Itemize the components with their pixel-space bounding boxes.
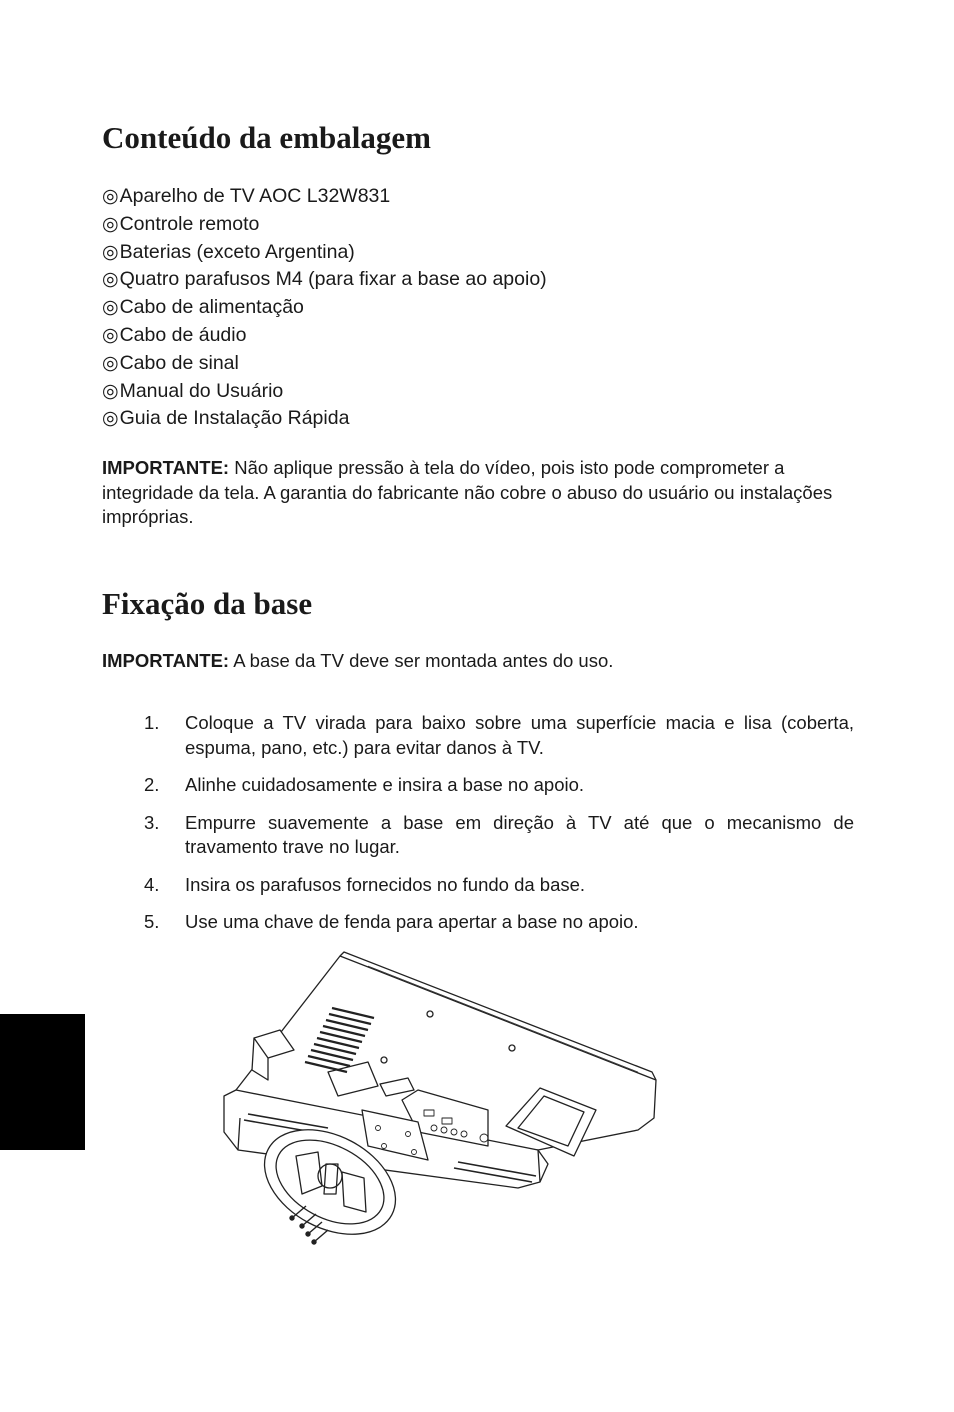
bullet-icon: ◎: [102, 186, 119, 207]
tv-base-mounting-illustration: [218, 950, 658, 1270]
list-item: ◎Cabo de áudio: [102, 323, 247, 346]
step-item: [144, 773, 854, 798]
bullet-icon: ◎: [102, 408, 119, 430]
step-item: [144, 711, 854, 760]
bullet-icon: ◎: [102, 269, 119, 291]
step-item: [144, 811, 854, 860]
step-number: 5.: [144, 911, 160, 932]
list-item: ◎Cabo de alimentação: [102, 296, 304, 319]
step-item: [144, 910, 854, 935]
step-number: 2.: [144, 774, 160, 795]
step-text: Insira os parafusos fornecidos no fundo da base.: [185, 873, 586, 895]
step-text: Alinhe cuidadosamente e insira a base no apoio.: [185, 774, 585, 795]
step-number: 4.: [144, 873, 160, 895]
step-text: Use uma chave de fenda para apertar a base no apoio.: [185, 911, 639, 932]
list-item: ◎Guia de Instalação Rápida: [102, 407, 350, 430]
note-label: IMPORTANTE:: [102, 650, 230, 671]
note-text: Não aplique pressão à tela do vídeo, pois isto pode comprometer a integridade da tela. A garantia do fabricante não cobre o abuso do usuário ou instalações impróprias.: [102, 457, 833, 527]
list-item: ◎Controle remoto: [102, 212, 260, 235]
important-note-base: [102, 649, 854, 674]
package-contents-list: [102, 183, 547, 433]
step-number: 3.: [144, 811, 160, 833]
important-note-screen: [102, 456, 854, 530]
side-tab-marker: [0, 1014, 85, 1150]
note-label: IMPORTANTE:: [102, 457, 230, 478]
list-item: ◎Cabo de sinal: [102, 351, 239, 374]
step-text: Empurre suavemente a base em direção à TV até que o mecanismo de travamento trave no lugar.: [185, 811, 854, 857]
step-text: Coloque a TV virada para baixo sobre uma superfície macia e lisa (coberta, espuma, pano, etc.) para evitar danos à TV.: [185, 712, 854, 758]
bullet-icon: ◎: [102, 297, 119, 319]
list-item: ◎Quatro parafusos M4 (para fixar a base ao apoio): [102, 268, 547, 291]
bullet-icon: ◎: [102, 352, 119, 374]
section-title-base-mounting: Fixação da base: [102, 586, 313, 621]
bullet-icon: ◎: [102, 324, 119, 346]
list-item: ◎Baterias (exceto Argentina): [102, 240, 355, 263]
section-title-package-contents: Conteúdo da embalagem: [102, 120, 431, 155]
bullet-icon: ◎: [102, 380, 119, 402]
list-item: ◎Manual do Usuário: [102, 379, 284, 402]
bullet-icon: ◎: [102, 213, 119, 235]
note-text: A base da TV deve ser montada antes do uso.: [229, 650, 614, 671]
list-item: ◎Aparelho de TV AOC L32W831: [102, 185, 391, 207]
mounting-steps-list: [144, 711, 854, 948]
step-item: [144, 873, 854, 898]
bullet-icon: ◎: [102, 241, 119, 263]
step-number: 1.: [144, 712, 160, 733]
